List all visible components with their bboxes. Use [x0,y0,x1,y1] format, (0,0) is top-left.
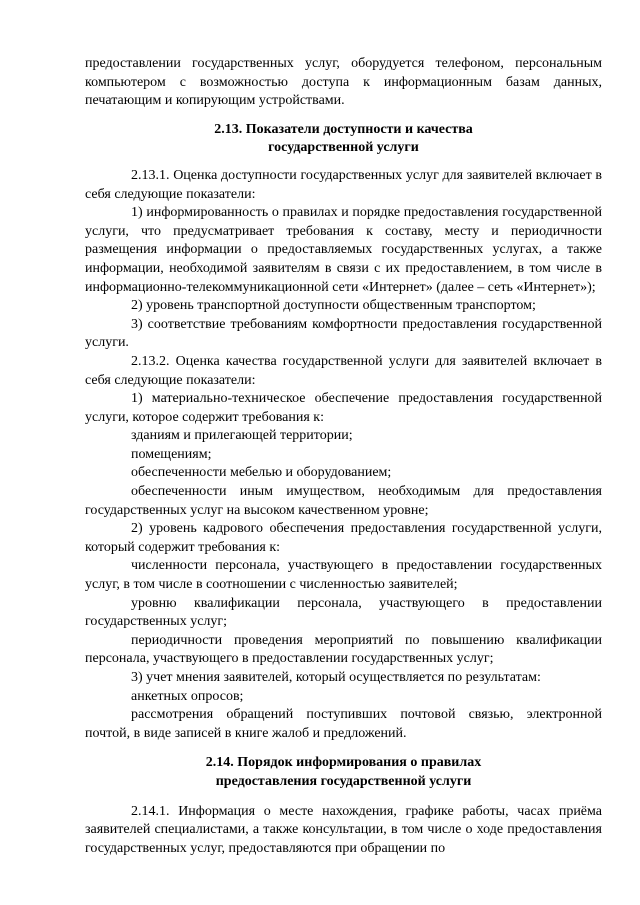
document-body [85,55,602,858]
paragraph-quality-1-a: зданиям и прилегающей территории; [131,428,353,444]
paragraph-quality-3-a: анкетных опросов; [131,688,244,704]
paragraph-quality-1-d: обеспеченности иным имуществом, необходимым для предоставления государственных услуг на высоком качественном уровне; [85,484,602,518]
paragraph-quality-2-c: периодичности проведения мероприятий по повышению квалификации персонала, участвующего в предоставлении государственных услуг; [85,632,602,667]
paragraph-quality-1: 1) материально-техническое обеспечение предоставления государственной услуги, которое содержит требования к: [85,391,602,425]
section-heading-2-14-line2: предоставления государственной услуги [215,773,472,789]
section-heading-2-13-line1: 2.13. Показатели доступности и качества [214,121,473,137]
intro-paragraph: предоставлении государственных услуг, оборудуется телефоном, персональным компьютером с возможностью доступа к информационным базам данных, печатающим и копирующим устройствами. [85,56,602,109]
paragraph-quality-1-c: обеспеченности мебелью и оборудованием; [131,465,392,481]
paragraph-2-14-1: 2.14.1. Информация о месте нахождения, графике работы, часах приёма заявителей специалистами, а также консультации, в том числе о ходе предоставления государственных услуг, предоставляются при обращении по [85,803,602,856]
paragraph-item-2: 2) уровень транспортной доступности общественным транспортом; [131,298,536,314]
section-heading-2-14-line1: 2.14. Порядок информирования о правилах [205,755,482,771]
paragraph-quality-1-b: помещениям; [131,446,212,462]
section-heading-2-13 [85,121,602,158]
paragraph-quality-2-b: уровню квалификации персонала, участвующего в предоставлении государственных услуг; [85,595,602,630]
paragraph-quality-3-b: рассмотрения обращений поступивших почтовой связью, электронной почтой, в виде записей в книге жалоб и предложений. [85,707,602,741]
paragraph-item-1: 1) информированность о правилах и порядке предоставления государственной услуги, что предусматривает требования к составу, месту и периодичности размещения информации о предоставляемых государственных услугах, а также информации, необходимой заявителям в связи с их предоставлением, в том числе в информационно-телекоммуникационной сети «Интернет» (далее – сеть «Интернет»); [85,205,602,295]
paragraph-2-13-2: 2.13.2. Оценка качества государственной услуги для заявителей включает в себя следующие показатели: [85,353,602,388]
paragraph-quality-2: 2) уровень кадрового обеспечения предоставления государственной услуги, который содержит требования к: [85,521,602,555]
paragraph-2-13-1: 2.13.1. Оценка доступности государственных услуг для заявителей включает в себя следующие показатели: [85,167,602,202]
section-heading-2-14 [85,754,602,791]
section-heading-2-13-line2: государственной услуги [268,140,419,156]
paragraph-quality-2-a: численности персонала, участвующего в предоставлении государственных услуг, в том числе в соотношении с численностью заявителей; [85,558,602,593]
paragraph-item-3: 3) соответствие требованиям комфортности предоставления государственной услуги. [85,316,602,351]
paragraph-quality-3: 3) учет мнения заявителей, который осуществляется по результатам: [131,670,541,685]
